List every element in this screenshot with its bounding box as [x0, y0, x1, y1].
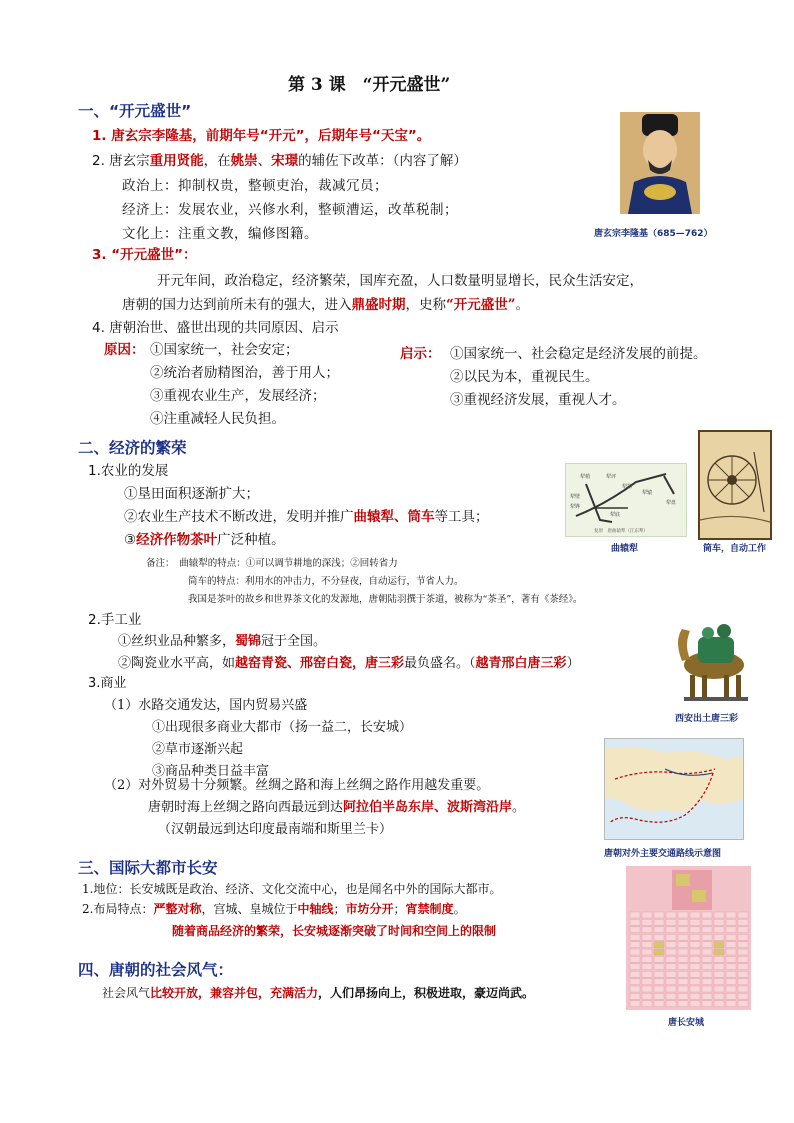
ward-block [654, 993, 664, 999]
ward-block [642, 956, 652, 962]
ward-block [642, 934, 652, 940]
ward-block [726, 971, 736, 977]
plough-label: 犁箭 [622, 484, 633, 490]
insight-3: ③重视经济发展，重视人才。 [450, 392, 626, 408]
text: 宵禁制度 [405, 902, 454, 916]
agri-1: ①垦田面积逐渐扩大； [124, 486, 259, 502]
tang-sancai-image [668, 615, 760, 705]
text: 宋璟 [271, 153, 299, 169]
ward-block [666, 979, 676, 985]
plough-label: 犁底 [610, 512, 621, 518]
insight-1: ①国家统一、社会稳定是经济发展的前提。 [450, 346, 707, 362]
ward-block [630, 986, 640, 992]
ward-block [726, 979, 736, 985]
ward-block [666, 993, 676, 999]
text: 2. 唐玄宗 [92, 153, 150, 169]
text: ，宫城、皇城位于 [201, 902, 298, 916]
plough-icon [566, 464, 686, 536]
text: ③ [124, 532, 137, 548]
section-1-heading: 一、“开元盛世” [78, 102, 192, 120]
ward-block [690, 979, 700, 985]
ward-block [738, 979, 748, 985]
ward-block [690, 986, 700, 992]
text: 广泛种植。 [217, 532, 285, 548]
commerce-1: （1）水路交通发达，国内贸易兴盛 [104, 698, 308, 713]
insight-2: ②以民为本，重视民生。 [450, 369, 599, 385]
text: 蜀锦 [235, 634, 262, 649]
ward-block [738, 986, 748, 992]
ward-block [666, 919, 676, 925]
ward-block [642, 964, 652, 970]
kaiyuan-desc-2 [122, 293, 529, 313]
ward-block [714, 986, 724, 992]
text: 唐朝的国力达到前所未有的强大，进入 [122, 297, 352, 313]
ward-block [630, 949, 640, 955]
text: ②农业生产技术不断改进，发明并推广 [124, 509, 354, 525]
ward-block [726, 956, 736, 962]
cause-4: ④注重减轻人民负担。 [150, 411, 285, 427]
ward-block [630, 942, 640, 948]
text: 社会风气 [102, 986, 151, 1000]
ward-block [678, 986, 688, 992]
water-wheel-image [698, 430, 772, 540]
ward-block [666, 927, 676, 933]
text: 。 [515, 297, 530, 313]
ward-block [666, 956, 676, 962]
ward-block [714, 993, 724, 999]
ward-block [702, 949, 712, 955]
craft-title: 2.手工业 [88, 612, 142, 628]
text: 。 [512, 800, 526, 815]
emperor-portrait-icon [620, 112, 700, 214]
portrait-image [620, 112, 700, 214]
ward-block [738, 971, 748, 977]
ward-block [678, 927, 688, 933]
ward-block [738, 1001, 748, 1007]
cause-2: ②统治者励精图治，善于用人； [150, 365, 339, 381]
ward-block [690, 934, 700, 940]
portrait-caption: 唐玄宗李隆基（685—762） [594, 229, 713, 239]
text: 2.布局特点： [82, 902, 154, 916]
changan-status: 1.地位：长安城既是政治、经济、文化交流中心，也是闻名中外的国际大都市。 [82, 882, 502, 896]
note-3: 我国是茶叶的故乡和世界茶文化的发源地，唐朝陆羽撰于茶道，被称为“茶圣”，著有《茶经》。 [188, 594, 583, 605]
commerce-2: （2）对外贸易十分频繁。丝绸之路和海上丝绸之路作用越发重要。 [104, 778, 490, 793]
ward-block [678, 956, 688, 962]
cause-1: ①国家统一，社会安定； [150, 342, 299, 358]
text: ，史称 [405, 297, 446, 313]
ward-block [726, 927, 736, 933]
ward-block [630, 934, 640, 940]
ward-block [714, 956, 724, 962]
ward-block [690, 964, 700, 970]
ward-block [690, 956, 700, 962]
ward-block [654, 964, 664, 970]
text: “开元盛世” [446, 297, 516, 313]
text: 阿拉伯半岛东岸、波斯湾沿岸 [343, 800, 513, 815]
craft-1 [118, 630, 326, 649]
ward-block [654, 934, 664, 940]
plough-label: 犁评 [606, 474, 617, 480]
ward-block [714, 927, 724, 933]
ward-block [654, 919, 664, 925]
ward-block [702, 927, 712, 933]
ward-block [654, 956, 664, 962]
text: 越窑青瓷、邢窑白瓷，唐三彩 [235, 656, 405, 671]
text: ，人们昂扬向上，积极进取，豪迈尚武。 [318, 986, 535, 1000]
insight-label: 启示： [400, 346, 441, 362]
ward-block [666, 971, 676, 977]
ward-block [642, 919, 652, 925]
ward-block [690, 993, 700, 999]
ward-block [654, 942, 664, 948]
ward-block [714, 919, 724, 925]
agri-3 [124, 528, 285, 548]
ward-block [678, 971, 688, 977]
ward-block [726, 934, 736, 940]
ward-block [642, 949, 652, 955]
ward-block [714, 942, 724, 948]
changan-plan [626, 866, 751, 1010]
ward-block [702, 964, 712, 970]
ward-block [642, 927, 652, 933]
ward-block [738, 949, 748, 955]
plough-label: 犁盘 [666, 500, 677, 506]
text: 中轴线 [297, 902, 334, 916]
text: 曲辕犁、筒车 [353, 509, 435, 525]
ward-block [678, 993, 688, 999]
commerce-2-detail [148, 796, 525, 815]
text: 重用贤能 [149, 153, 204, 169]
ward-block [690, 912, 700, 918]
ward-block [738, 964, 748, 970]
ward-block [654, 979, 664, 985]
text: 最负盛名。（ [404, 656, 476, 671]
ward-block [726, 949, 736, 955]
ward-block [702, 1001, 712, 1007]
ward-block [678, 1001, 688, 1007]
kaiyuan-desc-1: 开元年间，政治稳定，经济繁荣，国库充盈，人口数量明显增长，民众生活安定， [157, 273, 643, 289]
section-3-heading: 三、国际大都市长安 [78, 859, 218, 877]
ward-block [678, 942, 688, 948]
ward-block [630, 956, 640, 962]
ward-block [738, 942, 748, 948]
ward-block [666, 934, 676, 940]
ward-block [714, 934, 724, 940]
ward-block [642, 912, 652, 918]
ward-block [726, 1001, 736, 1007]
agri-title: 1.农业的发展 [88, 463, 169, 479]
commerce-title: 3.商业 [88, 676, 127, 691]
ward-block [738, 927, 748, 933]
ward-block [738, 993, 748, 999]
craft-2 [118, 652, 580, 671]
page-title: 第 3 课 “开元盛世” [288, 75, 451, 95]
ward-block [714, 1001, 724, 1007]
s1-point-2 [92, 149, 467, 169]
ward-block [738, 919, 748, 925]
ward-block [678, 934, 688, 940]
reform-politics: 政治上：抑制权贵，整顿吏治，裁减冗员； [122, 178, 388, 194]
commerce-1-item: ①出现很多商业大都市（扬一益二，长安城） [152, 720, 413, 735]
text: 。 [453, 902, 466, 916]
commerce-1-item: ③商品种类日益丰富 [152, 764, 270, 779]
ward-block [642, 979, 652, 985]
reform-economy: 经济上：发展农业，兴修水利，整顿漕运，改革税制； [122, 202, 458, 218]
ward-block [726, 912, 736, 918]
ward-block [630, 1001, 640, 1007]
agri-2 [124, 505, 489, 525]
ward-block [690, 949, 700, 955]
ward-block [690, 919, 700, 925]
text: 姚崇 [230, 153, 258, 169]
text: ，在 [203, 153, 231, 169]
ward-block [666, 964, 676, 970]
plough-subcaption: 复原 唐曲辕犁（江东犁） [594, 529, 648, 534]
text: 等工具； [434, 509, 489, 525]
s1-point-3: 3. “开元盛世”： [92, 247, 197, 263]
ward-block [666, 1001, 676, 1007]
text: ） [566, 656, 580, 671]
ward-block [714, 949, 724, 955]
water-wheel-caption: 筒车，自动工作 [703, 544, 767, 554]
ward-block [726, 986, 736, 992]
ward-block [690, 1001, 700, 1007]
ward-block [666, 912, 676, 918]
ward-block [642, 1001, 652, 1007]
text: 越青邢白唐三彩 [475, 656, 567, 671]
commerce-2-note: （汉朝最远到达印度最南端和斯里兰卡） [158, 822, 393, 837]
note-1: 备注： 曲辕犁的特点：①可以调节耕地的深浅；②回转省力 [146, 558, 398, 569]
plough-label: 犁铧 [570, 504, 581, 510]
ward-block [642, 993, 652, 999]
ward-block [726, 942, 736, 948]
ward-block [726, 993, 736, 999]
ward-block [678, 912, 688, 918]
ward-block [702, 979, 712, 985]
ward-block [654, 912, 664, 918]
ward-block [642, 971, 652, 977]
ward-block [738, 912, 748, 918]
section-2-heading: 二、经济的繁荣 [78, 439, 187, 457]
ward-block [654, 1001, 664, 1007]
ward-block [702, 919, 712, 925]
ward-block [642, 986, 652, 992]
text: 的辅佐下改革：（内容了解） [298, 153, 467, 169]
section-4-heading: 四、唐朝的社会风气： [78, 961, 234, 979]
ward-block [690, 927, 700, 933]
plough-caption: 曲辕犁 [611, 544, 639, 554]
cause-label: 原因： [104, 342, 145, 358]
ward-block [678, 979, 688, 985]
changan-breakthrough: 随着商品经济的繁荣，长安城逐渐突破了时间和空间上的限制 [172, 924, 497, 938]
ward-block [702, 986, 712, 992]
text: 鼎盛时期 [351, 297, 406, 313]
ward-block [690, 942, 700, 948]
text: 市坊分开 [345, 902, 394, 916]
s1-point-1: 1. 唐玄宗李隆基，前期年号“开元”，后期年号“天宝”。 [92, 128, 431, 144]
ward-block [630, 964, 640, 970]
ward-block [714, 912, 724, 918]
plough-label: 犁辕 [642, 490, 653, 496]
ward-block [654, 927, 664, 933]
ward-block [702, 956, 712, 962]
ward-block [630, 927, 640, 933]
ward-block [666, 986, 676, 992]
text: 冠于全国。 [261, 634, 327, 649]
ward-block [714, 964, 724, 970]
camel-icon [668, 615, 760, 705]
ward-block [726, 964, 736, 970]
ward-block [702, 942, 712, 948]
ward-block [738, 956, 748, 962]
reform-culture: 文化上：注重文教，编修图籍。 [122, 226, 318, 242]
ward-block [702, 971, 712, 977]
ward-block [738, 934, 748, 940]
cause-3: ③重视农业生产，发展经济； [150, 388, 326, 404]
text: ①丝织业品种繁多， [118, 634, 236, 649]
ward-block [726, 919, 736, 925]
plough-diagram [565, 463, 687, 537]
ward-block [654, 971, 664, 977]
map-caption: 唐朝对外主要交通路线示意图 [604, 849, 722, 859]
camel-caption: 西安出土唐三彩 [675, 714, 739, 724]
text: 经济作物茶叶 [136, 532, 218, 548]
ward-block [654, 949, 664, 955]
social-atmosphere [102, 984, 534, 1001]
trade-route-map [604, 738, 744, 840]
ward-block [702, 993, 712, 999]
text: ； [333, 902, 346, 916]
note-2: 筒车的特点：利用水的冲击力，不分昼夜，自动运行，节省人力。 [188, 576, 464, 587]
s1-point-4: 4. 唐朝治世、盛世出现的共同原因、启示 [92, 320, 339, 336]
ward-block [666, 942, 676, 948]
ward-block [714, 979, 724, 985]
ward-block [630, 979, 640, 985]
city-caption: 唐长安城 [668, 1018, 705, 1028]
ward-block [702, 912, 712, 918]
ward-block [666, 949, 676, 955]
ward-block [678, 949, 688, 955]
plough-label: 犁壁 [570, 494, 581, 500]
ward-block [702, 934, 712, 940]
water-wheel-icon [700, 432, 770, 538]
map-icon [605, 739, 743, 839]
ward-block [630, 971, 640, 977]
ward-block [630, 912, 640, 918]
text: 严整对称 [153, 902, 202, 916]
ward-block [654, 986, 664, 992]
ward-block [714, 971, 724, 977]
ward-block [630, 919, 640, 925]
text: ②陶瓷业水平高，如 [118, 656, 236, 671]
text: 唐朝时海上丝绸之路向西最远到达 [148, 800, 344, 815]
plough-label: 犁梢 [580, 474, 591, 480]
city-plan-icon [626, 866, 751, 1010]
ward-block [642, 942, 652, 948]
text: 、 [257, 153, 272, 169]
ward-block [678, 964, 688, 970]
ward-block [678, 919, 688, 925]
text: 比较开放，兼容并包，充满活力 [150, 986, 319, 1000]
text: ； [393, 902, 406, 916]
commerce-1-item: ②草市逐渐兴起 [152, 742, 244, 757]
ward-block [690, 971, 700, 977]
changan-layout [82, 900, 466, 917]
ward-block [630, 993, 640, 999]
